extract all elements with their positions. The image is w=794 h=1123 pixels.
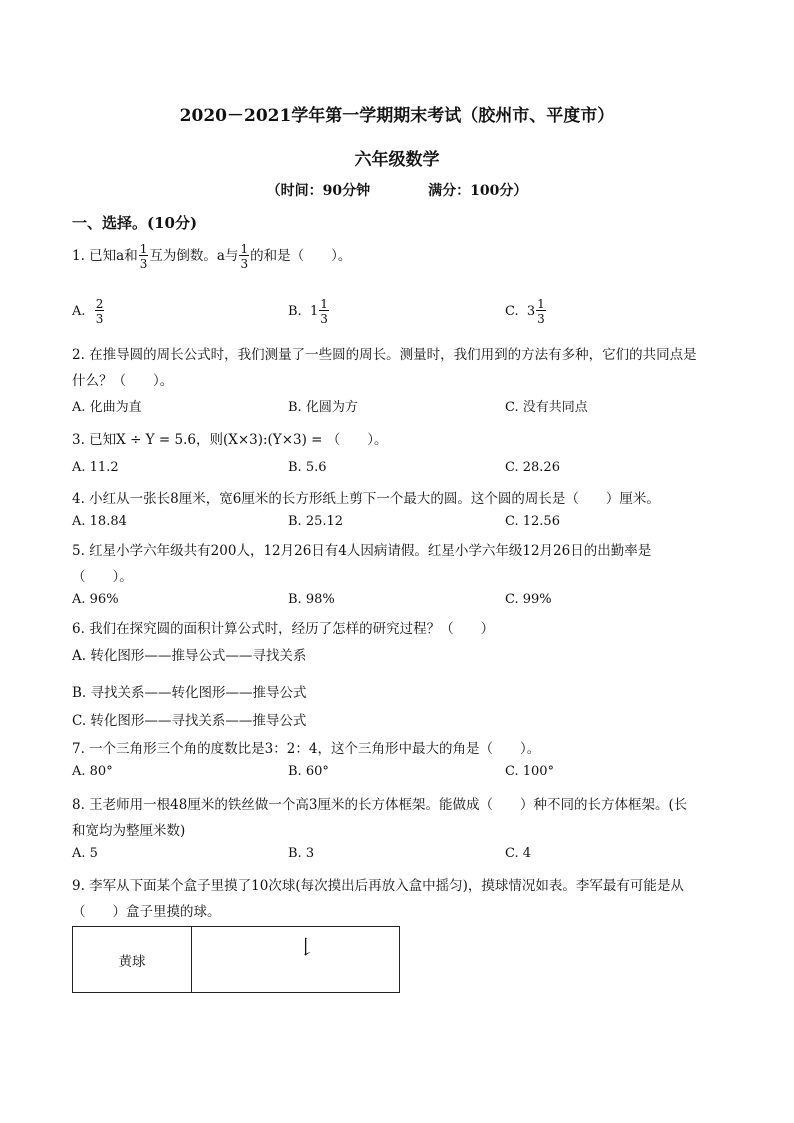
fraction: $\frac{1}{3}$ [240, 242, 249, 271]
q1-text-a: 1. 已知a和 [72, 248, 138, 264]
q6-option-b: B. 寻找关系——转化图形——推导公式 [72, 685, 307, 701]
q8-option-a: A. 5 [72, 846, 98, 861]
q8-option-c: C. 4 [505, 846, 532, 861]
q1-option-a: A. $\frac{2}{3}$ [72, 297, 104, 326]
q7-option-b: B. 60° [288, 764, 329, 779]
table-row [73, 927, 400, 993]
q3-option-a: A. 11.2 [72, 460, 119, 475]
q1-text-c: 的和是（ ）。 [250, 248, 352, 264]
question-2-line1: 2. 在推导圆的周长公式时，我们测量了一些圆的周长。测量时，我们用到的方法有多种，它们的共同点是 [72, 347, 697, 363]
table-cell-label: 黄球 [73, 927, 192, 993]
question-7: 7. 一个三角形三个角的度数比是3：2：4，这个三角形中最大的角是（ ）。 [72, 741, 541, 757]
question-2-line2: 什么？（ ）。 [72, 373, 174, 389]
exam-info [0, 180, 794, 200]
q6-option-c: C. 转化图形——寻找关系——推导公式 [72, 713, 307, 729]
q4-option-b: B. 25.12 [288, 514, 344, 529]
q5-option-a: A. 96% [72, 592, 119, 607]
q5-option-b: B. 98% [288, 592, 335, 607]
table-cell-tally [192, 927, 400, 993]
question-4: 4. 小红从一张长8厘米，宽6厘米的长方形纸上剪下一个最大的圆。这个圆的周长是（ ）厘米。 [72, 491, 660, 507]
q1-text-b: 互为倒数。a与 [149, 248, 239, 264]
q1-option-b: B. 1 $\frac{1}{3}$ [288, 297, 328, 326]
q7-option-a: A. 80° [72, 764, 113, 779]
q7-option-c: C. 100° [505, 764, 555, 779]
question-5-line2: （ ）。 [72, 569, 133, 585]
q2-option-c: C. 没有共同点 [505, 400, 588, 415]
ball-tally-table [72, 926, 400, 993]
q5-option-c: C. 99% [505, 592, 552, 607]
question-5-line1: 5. 红星小学六年级共有200人，12月26日有4人因病请假。红星小学六年级12月26日的出勤率是 [72, 543, 652, 559]
question-8-line2: 和宽均为整厘米数) [72, 823, 186, 839]
q6-option-a: A. 转化图形——推导公式——寻找关系 [72, 648, 307, 664]
question-3: 3. 已知X ÷ Y = 5.6，则(X×3):(Y×3) = （ ）。 [72, 432, 388, 448]
q3-option-c: C. 28.26 [505, 460, 560, 475]
exam-score: 满分：100分） [428, 183, 528, 199]
question-1 [72, 243, 351, 270]
q1-option-c: C. 3 $\frac{1}{3}$ [505, 297, 545, 326]
q4-option-a: A. 18.84 [72, 514, 127, 529]
exam-title: 2020－2021学年第一学期期末考试（胶州市、平度市） [179, 106, 615, 126]
q2-option-a: A. 化曲为直 [72, 400, 142, 415]
question-8-line1: 8. 王老师用一根48厘米的铁丝做一个高3厘米的长方体框架。能做成（ ）种不同的长方体框架。(长 [72, 797, 688, 813]
exam-time: （时间：90分钟 [266, 183, 371, 199]
q8-option-b: B. 3 [288, 846, 315, 861]
fraction: $\frac{1}{3}$ [139, 242, 148, 271]
tally-mark: 𠄌 [296, 935, 316, 959]
question-6: 6. 我们在探究圆的面积计算公式时，经历了怎样的研究过程？（ ） [72, 621, 495, 637]
question-9-line2: （ ）盒子里摸的球。 [72, 904, 221, 920]
exam-subtitle: 六年级数学 [354, 150, 440, 170]
q4-option-c: C. 12.56 [505, 514, 560, 529]
question-9-line1: 9. 李军从下面某个盒子里摸了10次球(每次摸出后再放入盒中摇匀)，摸球情况如表。李军最有可能是从 [72, 878, 684, 894]
section-heading: 一、选择。(10分) [72, 214, 198, 232]
q2-option-b: B. 化圆为方 [288, 400, 358, 415]
q3-option-b: B. 5.6 [288, 460, 327, 475]
